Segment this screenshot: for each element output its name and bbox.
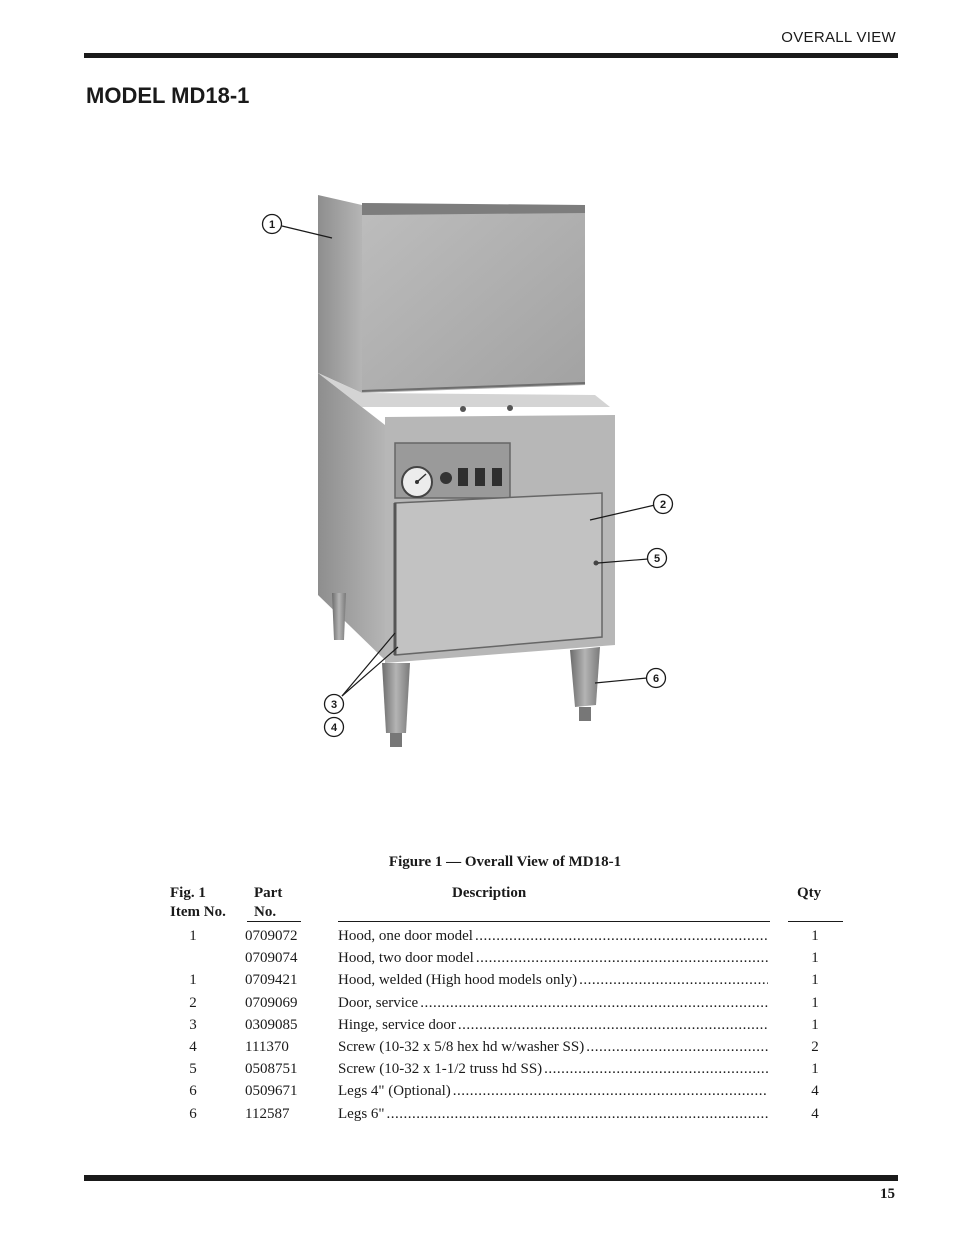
- leg-front-left: [382, 663, 410, 733]
- item-number: 5: [189, 1061, 197, 1078]
- svg-text:6: 6: [652, 673, 660, 685]
- dot-leader: [579, 970, 768, 990]
- part-description: Legs 6" .....: [338, 1104, 768, 1124]
- top-rule: [84, 53, 898, 58]
- part-description: Hinge, service door .....: [338, 1015, 768, 1035]
- svg-text:1: 1: [268, 219, 276, 231]
- table-row: [0, 993, 954, 1015]
- table-row: [0, 1081, 954, 1103]
- table-row: [0, 1059, 954, 1081]
- quantity: 1: [811, 1061, 819, 1078]
- dot-leader: [475, 926, 768, 946]
- table-row: [0, 1015, 954, 1037]
- part-number: 0509671: [245, 1083, 298, 1100]
- switch-icon: [475, 468, 485, 486]
- item-number: 3: [189, 1016, 197, 1033]
- table-row: [0, 948, 954, 970]
- svg-text:3: 3: [330, 699, 338, 711]
- header-item-line2: Item No.: [170, 904, 226, 920]
- table-row: [0, 970, 954, 992]
- table-row: [0, 1104, 954, 1126]
- svg-text:4: 4: [330, 722, 338, 734]
- part-number: 112587: [245, 1105, 290, 1122]
- part-description: Hood, two door model .....: [338, 948, 768, 968]
- quantity: 2: [811, 1039, 819, 1055]
- leg-back-left: [332, 593, 346, 640]
- quantity: 1: [811, 994, 819, 1011]
- section-header: OVERALL VIEW: [781, 29, 896, 46]
- quantity: 4: [811, 1105, 819, 1122]
- part-number: 0309085: [245, 1016, 298, 1033]
- quantity: 4: [811, 1083, 819, 1100]
- bottom-rule: [84, 1175, 898, 1181]
- part-description: Legs 4" (Optional) .....: [338, 1081, 768, 1101]
- dishwasher-figure: [250, 185, 690, 760]
- switch-icon: [458, 468, 468, 486]
- part-description: Door, service .....: [338, 993, 768, 1013]
- header-qty: Qty: [797, 885, 822, 901]
- svg-text:2: 2: [659, 499, 667, 511]
- item-number: 6: [189, 1083, 197, 1100]
- part-description: Screw (10-32 x 1-1/2 truss hd SS) .....: [338, 1059, 768, 1079]
- item-number: 2: [189, 994, 197, 1011]
- item-number: 4: [189, 1039, 197, 1055]
- switch-icon: [492, 468, 502, 486]
- header-part-line2: No.: [254, 904, 277, 920]
- hood-side: [318, 195, 362, 393]
- dot-leader: [586, 1037, 768, 1057]
- header-item-line1: Fig. 1: [170, 885, 206, 901]
- header-part-underline: [247, 921, 301, 922]
- dot-leader: [458, 1015, 768, 1035]
- part-number: 111370: [245, 1039, 289, 1055]
- part-number: 0508751: [245, 1061, 298, 1078]
- quantity: 1: [811, 950, 819, 967]
- callout-5: [648, 549, 667, 568]
- dot-leader: [453, 1081, 768, 1101]
- callout-6: [647, 669, 666, 688]
- table-row: [0, 926, 954, 948]
- part-description: Screw (10-32 x 5/8 hex hd w/washer SS) .....: [338, 1037, 768, 1057]
- part-number: 0709421: [245, 972, 298, 989]
- hood-top-edge: [362, 203, 585, 215]
- quantity: 1: [811, 972, 819, 989]
- quantity: 1: [811, 1016, 819, 1033]
- page-title: MODEL MD18-1: [86, 83, 250, 108]
- leg-front-right: [570, 647, 600, 707]
- item-number: 1: [189, 928, 197, 944]
- item-number: 1: [189, 972, 197, 989]
- quantity: 1: [811, 928, 819, 944]
- hood-front: [362, 205, 585, 393]
- control-knob-icon: [440, 472, 452, 484]
- header-part-line1: Part: [254, 885, 283, 901]
- service-door: [395, 493, 602, 655]
- dot-leader: [544, 1059, 768, 1079]
- part-number: 0709069: [245, 994, 298, 1011]
- part-number: 0709074: [245, 950, 298, 967]
- callout-1: [263, 215, 282, 234]
- page-number: 15: [880, 1186, 895, 1202]
- table-row: [0, 1037, 954, 1059]
- dot-leader: [387, 1104, 768, 1124]
- door-screw: [594, 561, 599, 566]
- header-qty-underline: [788, 921, 843, 922]
- callout-2: [654, 495, 673, 514]
- figure-caption: Figure 1 — Overall View of MD18-1: [388, 854, 622, 870]
- dot-leader: [420, 993, 768, 1013]
- header-description-underline: [338, 921, 770, 922]
- callout-4: [325, 718, 344, 737]
- part-description: Hood, welded (High hood models only) .....: [338, 970, 768, 990]
- base-side: [318, 373, 385, 660]
- header-description: Description: [452, 885, 527, 901]
- part-description: Hood, one door model .....: [338, 926, 768, 946]
- callout-3: [325, 695, 344, 714]
- part-number: 0709072: [245, 928, 298, 944]
- svg-text:5: 5: [653, 553, 661, 565]
- dot-leader: [476, 948, 768, 968]
- item-number: 6: [189, 1105, 197, 1122]
